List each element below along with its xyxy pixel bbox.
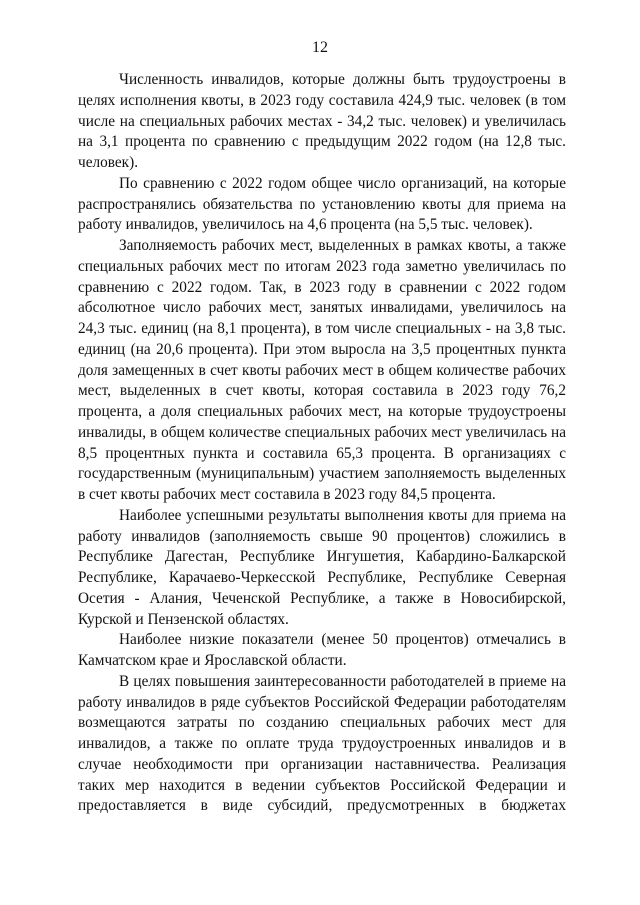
paragraph-quota-employment-count: Численность инвалидов, которые должны быть трудоустроены в целях исполнения квоты, в 2023 году составила 424,9 тыс. человек (в том числе на специальных рабочих местах - 34,2 тыс. человек) и увеличилась на 3,1 процента по сравнению с предыдущим 2022 годом (на 12,8 тыс. человек). — [78, 71, 566, 171]
paragraph-employer-incentives: В целях повышения заинтересованности работодателей в приеме на работу инвалидов в ряде субъектов Российской Федерации работодателям возмещаются затраты по созданию специальных рабочих мест для инвалидов, а также по оплате труда трудоустроенных инвалидов и в случае необходимости при организации наставничества. Реализация таких мер находится в ведении субъектов Российской Федерации и предоставляется в виде субсидий, предусмотренных в бюджетах — [78, 672, 566, 815]
paragraph-best-regions: Наиболее успешными результаты выполнения квоты для приема на работу инвалидов (заполняемость свыше 90 процентов) сложились в Республике Дагестан, Республике Ингушетия, Кабардино-Балкарской Республике, Карачаево-Черкесской Республике, Республике Северная Осетия - Алания, Чеченской Республике, а также в Новосибирской, Курской и Пензенской областях. — [78, 506, 566, 628]
paragraph-organizations-count: По сравнению с 2022 годом общее число организаций, на которые распространялись обязательства по установлению квоты для приема на работу инвалидов, увеличилось на 4,6 процента (на 5,5 тыс. человек). — [78, 174, 566, 234]
document-body — [78, 70, 566, 817]
paragraph-workplace-fill-rate: Заполняемость рабочих мест, выделенных в рамках квоты, а также специальных рабочих мест по итогам 2023 года заметно увеличилась по сравнению с 2022 годом. Так, в 2023 году в сравнении с 2022 годом абсолютное число рабочих мест, занятых инвалидами, увеличилось на 24,3 тыс. единиц (на 8,1 процента), в том числе специальных - на 3,8 тыс. единиц (на 20,6 процента). При этом выросла на 3,5 процентных пункта доля замещенных в счет квоты рабочих мест в общем количестве рабочих мест, выделенных в счет квоты, которая составила в 2023 году 76,2 процента, а доля специальных рабочих мест, на которые трудоустроены инвалиды, в общем количестве специальных рабочих мест увеличилась на 8,5 процентных пункта и составила 65,3 процента. В организациях с государственным (муниципальным) участием заполняемость выделенных в счет квоты рабочих мест составила в 2023 году 84,5 процента. — [78, 237, 566, 503]
page-number: 12 — [312, 39, 328, 56]
paragraph-lowest-regions: Наиболее низкие показатели (менее 50 процентов) отмечались в Камчатском крае и Ярославской области. — [78, 631, 566, 669]
